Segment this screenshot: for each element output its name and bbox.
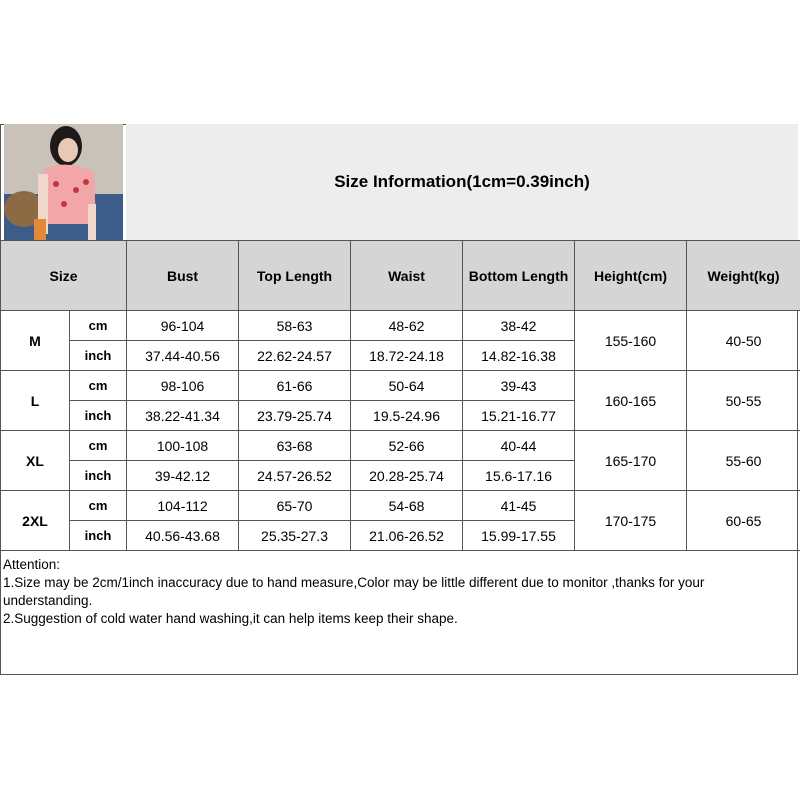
table-cell: 15.99-17.55 <box>463 521 575 551</box>
unit-label: cm <box>70 371 127 401</box>
header-weight: Weight(kg) <box>687 241 800 311</box>
note-item: 2.Suggestion of cold water hand washing,it can help items keep their shape. <box>3 611 458 626</box>
table-cell: 65-70 <box>239 491 351 521</box>
header-bust: Bust <box>127 241 239 311</box>
table-cell: 104-112 <box>127 491 239 521</box>
table-cell: 50-64 <box>351 371 463 401</box>
header-waist: Waist <box>351 241 463 311</box>
product-photo <box>4 124 123 240</box>
table-cell: 40.56-43.68 <box>127 521 239 551</box>
table-cell: 37.44-40.56 <box>127 341 239 371</box>
unit-label: inch <box>70 341 127 371</box>
table-cell: 15.21-16.77 <box>463 401 575 431</box>
table-cell: 20.28-25.74 <box>351 461 463 491</box>
size-label: M <box>1 311 70 371</box>
table-cell: 58-63 <box>239 311 351 341</box>
unit-label: cm <box>70 491 127 521</box>
size-label: XL <box>1 431 70 491</box>
size-table <box>0 240 800 551</box>
table-row <box>1 311 800 341</box>
chart-title: Size Information(1cm=0.39inch) <box>126 124 798 240</box>
size-label: 2XL <box>1 491 70 551</box>
note-item: 1.Size may be 2cm/1inch inaccuracy due to hand measure,Color may be little different due to monitor ,thanks for your understanding. <box>3 575 705 608</box>
table-cell: 18.72-24.18 <box>351 341 463 371</box>
table-row <box>1 491 800 521</box>
unit-label: inch <box>70 401 127 431</box>
table-cell: 63-68 <box>239 431 351 461</box>
table-row <box>1 431 800 461</box>
table-cell: 38.22-41.34 <box>127 401 239 431</box>
table-cell: 14.82-16.38 <box>463 341 575 371</box>
table-cell: 21.06-26.52 <box>351 521 463 551</box>
table-cell: 54-68 <box>351 491 463 521</box>
table-cell: 98-106 <box>127 371 239 401</box>
table-cell: 25.35-27.3 <box>239 521 351 551</box>
model-photo-illustration <box>4 124 123 240</box>
unit-label: cm <box>70 311 127 341</box>
table-cell: 61-66 <box>239 371 351 401</box>
table-cell: 24.57-26.52 <box>239 461 351 491</box>
weight-cell: 60-65 <box>687 491 800 551</box>
height-cell: 155-160 <box>575 311 687 371</box>
unit-label: inch <box>70 521 127 551</box>
weight-cell: 40-50 <box>687 311 800 371</box>
table-cell: 39-42.12 <box>127 461 239 491</box>
notes-heading: Attention: <box>3 557 61 572</box>
table-cell: 48-62 <box>351 311 463 341</box>
height-cell: 170-175 <box>575 491 687 551</box>
height-cell: 160-165 <box>575 371 687 431</box>
table-cell: 38-42 <box>463 311 575 341</box>
header-row <box>1 241 800 311</box>
attention-notes <box>3 556 795 628</box>
header-bottom-length: Bottom Length <box>463 241 575 311</box>
table-cell: 96-104 <box>127 311 239 341</box>
height-cell: 165-170 <box>575 431 687 491</box>
header-top-length: Top Length <box>239 241 351 311</box>
table-row <box>1 371 800 401</box>
table-cell: 23.79-25.74 <box>239 401 351 431</box>
table-cell: 52-66 <box>351 431 463 461</box>
table-cell: 100-108 <box>127 431 239 461</box>
table-cell: 40-44 <box>463 431 575 461</box>
unit-label: inch <box>70 461 127 491</box>
header-size: Size <box>1 241 127 311</box>
unit-label: cm <box>70 431 127 461</box>
table-cell: 19.5-24.96 <box>351 401 463 431</box>
table-cell: 22.62-24.57 <box>239 341 351 371</box>
table-cell: 39-43 <box>463 371 575 401</box>
size-label: L <box>1 371 70 431</box>
table-cell: 15.6-17.16 <box>463 461 575 491</box>
table-cell: 41-45 <box>463 491 575 521</box>
header-height: Height(cm) <box>575 241 687 311</box>
weight-cell: 55-60 <box>687 431 800 491</box>
weight-cell: 50-55 <box>687 371 800 431</box>
